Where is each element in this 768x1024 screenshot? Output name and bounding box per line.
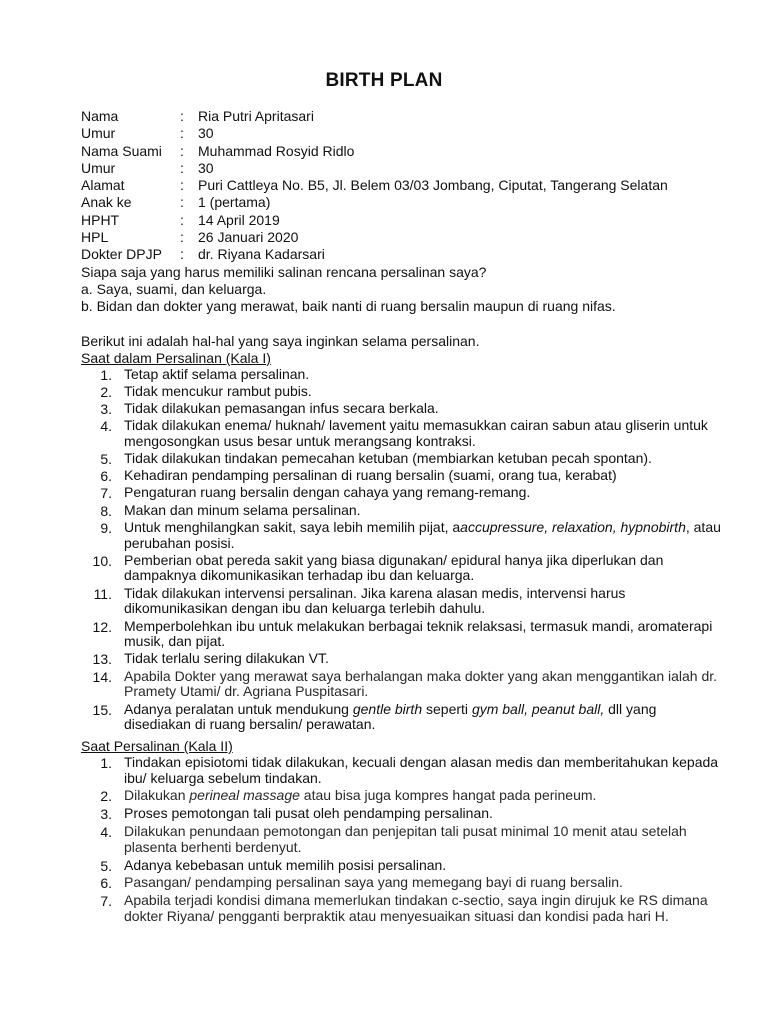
document-title: BIRTH PLAN: [325, 70, 443, 91]
list-item-text: Pengaturan ruang bersalin dengan cahaya yang remang-remang.: [124, 484, 531, 501]
list-item: [81, 503, 721, 519]
list-item-number: 6.: [100, 468, 112, 485]
identity-value: Ria Putri Apritasari: [198, 108, 314, 124]
identity-colon: :: [180, 108, 184, 124]
list-item-number: 11.: [93, 585, 112, 602]
identity-row-name: [81, 108, 668, 125]
identity-row-husband: [81, 143, 668, 160]
identity-value: 1 (pertama): [198, 194, 271, 211]
list-item: [81, 806, 721, 822]
list-item-number: 9.: [100, 519, 112, 536]
identity-value: 30: [198, 159, 214, 176]
list-item-number: 7.: [100, 893, 112, 910]
identity-row-age: [81, 125, 668, 142]
list-item-number: 15.: [92, 701, 112, 718]
identity-value: dr. Riyana Kadarsari: [198, 246, 325, 263]
list-item-number: 3.: [100, 401, 112, 418]
copies-question: Siapa saja yang harus memiliki salinan rencana persalinan saya?: [81, 264, 487, 280]
identity-value: Puri Cattleya No. B5, Jl. Belem 03/03 Jombang, Ciputat, Tangerang Selatan: [198, 177, 668, 194]
list-item-text: Tidak mencukur rambut pubis.: [124, 382, 312, 399]
list-item: [81, 893, 721, 925]
kala1-heading: Saat dalam Persalinan (Kala I): [81, 349, 271, 366]
identity-value: 14 April 2019: [198, 211, 280, 228]
text-segment: , atau perubahan posisi.: [124, 518, 721, 551]
text-segment: Adanya peralatan untuk mendukung: [124, 700, 353, 717]
list-item-number: 5.: [100, 857, 112, 874]
list-item-number: 12.: [92, 618, 112, 635]
identity-label: Umur: [81, 159, 116, 176]
list-item-number: 1.: [100, 754, 112, 771]
list-item-number: 8.: [100, 502, 112, 519]
identity-label: Nama: [81, 108, 119, 124]
text-segment: atau bisa juga kompres hangat pada perineum.: [299, 787, 597, 804]
identity-block: [81, 108, 668, 264]
list-item: [81, 468, 721, 484]
identity-colon: :: [180, 246, 184, 263]
list-item: [81, 367, 721, 383]
identity-value: Muhammad Rosyid Ridlo: [198, 142, 355, 159]
list-item-text: Makan dan minum selama persalinan.: [124, 501, 361, 518]
list-item-text: Apabila Dokter yang merawat saya berhalangan maka dokter yang akan menggantikan ialah dr. Pramety Utami/ dr. Agriana Puspitasari.: [124, 667, 718, 700]
list-item-number: 4.: [100, 418, 112, 435]
list-item-number: 3.: [100, 806, 112, 823]
list-item-text: Adanya kebebasan untuk memilih posisi persalinan.: [124, 856, 447, 873]
identity-row-child-order: [81, 194, 668, 211]
kala1-section: [81, 333, 721, 734]
list-item: [81, 401, 721, 417]
list-item-number: 1.: [100, 366, 112, 383]
identity-row-hpl: [81, 229, 668, 246]
identity-row-hpht: [81, 212, 668, 229]
identity-label: HPL: [81, 229, 109, 246]
list-item-text: [124, 520, 721, 552]
list-item: [81, 553, 721, 585]
list-item-text: Tidak terlalu sering dilakukan VT.: [124, 650, 329, 667]
list-item: [81, 451, 721, 467]
kala2-section: [81, 738, 721, 927]
list-item: [81, 520, 721, 552]
list-item-text: Proses pemotongan tali pusat oleh pendamping persalinan.: [124, 805, 493, 822]
identity-colon: :: [180, 159, 184, 176]
list-item-number: 7.: [100, 485, 112, 502]
list-item-text: Tetap aktif selama persalinan.: [124, 365, 310, 382]
list-item-number: 13.: [92, 651, 112, 668]
list-item: [81, 875, 721, 891]
text-segment: Dilakukan: [124, 787, 190, 804]
text-segment: Untuk menghilangkan sakit, saya lebih memilih pijat, a: [124, 518, 461, 535]
identity-colon: :: [180, 125, 184, 142]
emphasis-text: gentle birth: [352, 700, 423, 717]
identity-colon: :: [180, 177, 184, 194]
kala2-heading: Saat Persalinan (Kala II): [81, 738, 233, 754]
emphasis-text: accupressure, relaxation, hypnobirth: [460, 518, 686, 535]
identity-colon: :: [180, 211, 184, 228]
list-item-text: Kehadiran pendamping persalinan di ruang bersalin (suami, orang tua, kerabat): [124, 467, 617, 484]
identity-label: Umur: [81, 125, 116, 142]
list-item: [81, 824, 721, 856]
list-item: [81, 669, 721, 701]
kala2-list: [81, 755, 721, 925]
list-item-text: Pemberian obat pereda sakit yang biasa digunakan/ epidural hanya jika diperlukan dan dampaknya dikomunikasikan terhadap ibu dan keluarga.: [124, 551, 664, 584]
list-item-number: 5.: [100, 451, 112, 468]
text-segment: seperti: [422, 700, 472, 717]
list-item-text: Tindakan episiotomi tidak dilakukan, kecuali dengan alasan medis dan memberitahukan kepada ibu/ keluarga sebelum tindakan.: [124, 753, 719, 786]
list-item-number: 6.: [100, 875, 112, 892]
list-item: [81, 384, 721, 400]
kala1-list: [81, 367, 721, 733]
list-item-text: Tidak dilakukan pemasangan infus secara berkala.: [124, 400, 439, 417]
copies-answer-a: a. Saya, suami, dan keluarga.: [81, 280, 267, 297]
intro-text: Berikut ini adalah hal-hal yang saya inginkan selama persalinan.: [81, 333, 480, 349]
identity-row-husband-age: [81, 160, 668, 177]
identity-colon: :: [180, 142, 184, 159]
identity-label: Anak ke: [81, 194, 132, 211]
identity-value: 30: [198, 125, 214, 142]
list-item-text: Tidak dilakukan intervensi persalinan. Jika karena alasan medis, intervensi harus dikomunikasikan dengan ibu dan keluarga terlebih dahulu.: [124, 584, 626, 617]
list-item: [81, 755, 721, 787]
list-item: [81, 485, 721, 501]
list-item: [81, 858, 721, 874]
list-item-text: Apabila terjadi kondisi dimana memerlukan tindakan c-sectio, saya ingin dirujuk ke RS dimana dokter Riyana/ pengganti berpraktik atau menyesuaikan situasi dan kondisi pada hari H.: [124, 892, 708, 925]
identity-colon: :: [180, 194, 184, 211]
list-item: [81, 651, 721, 667]
list-item-text: Memperbolehkan ibu untuk melakukan berbagai teknik relaksasi, termasuk mandi, aromaterapi musik, dan pijat.: [124, 617, 713, 650]
list-item-text: [124, 788, 721, 804]
list-item-number: 14.: [92, 668, 112, 685]
list-item-number: 2.: [100, 383, 112, 400]
text-segment: dll yang disediakan di ruang bersalin/ perawatan.: [124, 700, 657, 733]
identity-row-address: [81, 177, 668, 194]
list-item: [81, 702, 721, 734]
identity-label: Alamat: [81, 177, 125, 194]
list-item: [81, 788, 721, 804]
list-item-text: [124, 702, 721, 734]
list-item-text: Dilakukan penundaan pemotongan dan penjepitan tali pusat minimal 10 menit atau setelah plasenta berhenti berdenyut.: [124, 823, 687, 855]
identity-row-doctor: [81, 246, 668, 263]
list-item: [81, 586, 721, 618]
copies-answer-b: b. Bidan dan dokter yang merawat, baik nanti di ruang bersalin maupun di ruang nifas.: [81, 297, 616, 314]
identity-label: HPHT: [81, 211, 120, 228]
list-item-text: Tidak dilakukan enema/ huknah/ lavement yaitu memasukkan cairan sabun atau gliserin untuk mengosongkan usus besar untuk merangsang kontraksi.: [124, 417, 708, 449]
identity-label: Nama Suami: [81, 142, 162, 159]
emphasis-text: gym ball, peanut ball,: [471, 700, 605, 717]
list-item-number: 10.: [92, 552, 112, 569]
list-item-text: Pasangan/ pendamping persalinan saya yang memegang bayi di ruang bersalin.: [124, 874, 623, 891]
list-item: [81, 619, 721, 651]
list-item-text: Tidak dilakukan tindakan pemecahan ketuban (membiarkan ketuban pecah spontan).: [124, 450, 652, 467]
list-item-number: 4.: [100, 824, 112, 841]
list-item: [81, 418, 721, 450]
copies-section: [81, 264, 721, 315]
identity-label: Dokter DPJP: [81, 246, 162, 263]
identity-value: 26 Januari 2020: [198, 229, 299, 246]
emphasis-text: perineal massage: [189, 787, 300, 804]
identity-colon: :: [180, 229, 184, 246]
list-item-number: 2.: [100, 788, 112, 805]
